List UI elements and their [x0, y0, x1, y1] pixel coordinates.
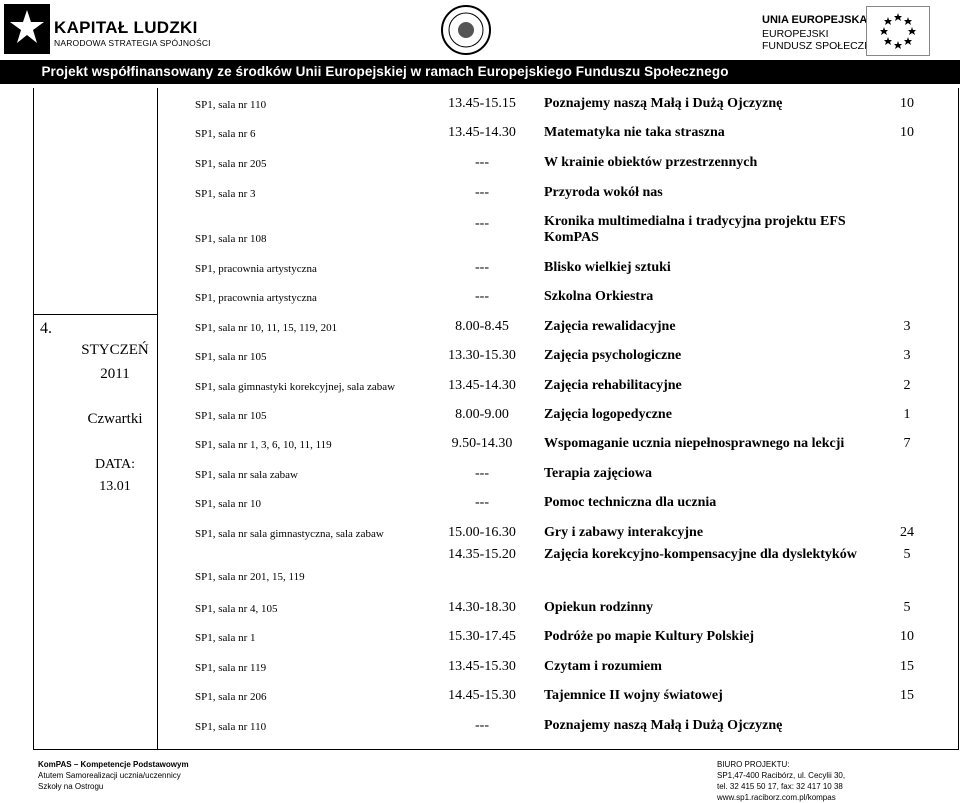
room-cell: SP1, sala nr 1, 3, 6, 10, 11, 119 [195, 439, 332, 451]
participants-cell: 7 [903, 436, 911, 451]
eu-label-union: UNIA EUROPEJSKA [762, 14, 868, 26]
activity-cell: Kronika multimedialna i tradycyjna projektu EFS KomPAS [544, 214, 846, 245]
participants-cell: 5 [903, 600, 911, 615]
room-cell: SP1, sala nr 4, 105 [195, 603, 278, 615]
room-cell: SP1, sala nr 10, 11, 15, 119, 201 [195, 322, 338, 334]
footer-project-info [38, 759, 189, 792]
table-row [34, 378, 958, 398]
time-cell: 14.30-18.30 [448, 600, 516, 615]
table-row [34, 260, 958, 280]
table-row [34, 436, 958, 456]
time-cell: --- [475, 495, 489, 510]
kapital-ludzki-logo [4, 4, 50, 54]
activity-cell: Czytam i rozumiem [544, 659, 662, 674]
room-cell: SP1, sala nr 110 [195, 721, 267, 733]
room-cell: SP1, sala nr 10 [195, 498, 261, 510]
time-cell: 8.00-9.00 [455, 407, 509, 422]
footer-project-line-2: Atutem Samorealizacji ucznia/uczennicy [38, 771, 181, 780]
footer-office-info [717, 759, 845, 803]
table-row [34, 214, 958, 245]
room-cell: SP1, sala nr sala gimnastyczna, sala zabaw [195, 528, 384, 540]
activity-cell: Zajęcia rehabilitacyjne [544, 378, 682, 393]
kapital-ludzki-subtitle: NARODOWA STRATEGIA SPÓJNOŚCI [54, 38, 211, 48]
room-cell: SP1, sala nr 108 [195, 233, 267, 245]
room-cell: SP1, sala nr sala zabaw [195, 469, 298, 481]
room-cell: SP1, sala nr 206 [195, 691, 267, 703]
room-cell: SP1, pracownia artystyczna [195, 292, 317, 304]
activity-cell: Zajęcia korekcyjno-kompensacyjne dla dyslektyków [544, 547, 857, 562]
table-row [34, 629, 958, 649]
participants-cell: 10 [900, 629, 914, 644]
date-caption: DATA: [94, 457, 136, 472]
time-cell: 13.30-15.30 [448, 348, 516, 363]
table-row [34, 125, 958, 145]
table-row [34, 289, 958, 309]
school-seal-icon [440, 4, 492, 56]
activity-cell: Zajęcia logopedyczne [544, 407, 672, 422]
time-cell: --- [475, 718, 489, 733]
room-cell: SP1, sala nr 105 [195, 351, 267, 363]
table-row [34, 600, 958, 620]
footer-project-line-1: KomPAS – Kompetencje Podstawowym [38, 760, 189, 769]
footer-office-line-4: www.sp1.raciborz.com.pl/kompas [717, 793, 836, 802]
activity-cell: Szkolna Orkiestra [544, 289, 654, 304]
row-divider [34, 314, 157, 315]
participants-cell: 10 [900, 125, 914, 140]
activity-cell: Poznajemy naszą Małą i Dużą Ojczyznę [544, 96, 783, 111]
activity-cell: Tajemnice II wojny światowej [544, 688, 723, 703]
footer-office-line-2: SP1,47-400 Racibórz, ul. Cecylii 30, [717, 771, 846, 780]
eu-label-fund-2: FUNDUSZ SPOŁECZNY [762, 40, 879, 52]
page-header [0, 0, 960, 88]
participants-cell: 3 [903, 348, 911, 363]
room-cell: SP1, pracownia artystyczna [195, 263, 317, 275]
day-label: Czwartki [87, 411, 143, 427]
participants-cell: 5 [903, 547, 911, 562]
room-cell: SP1, sala nr 1 [195, 632, 256, 644]
table-row [34, 407, 958, 427]
footer-office-line-1: BIURO PROJEKTU: [717, 760, 790, 769]
room-cell: SP1, sala nr 119 [195, 662, 267, 674]
table-row [34, 466, 958, 486]
table-row [34, 547, 958, 583]
activity-cell: Zajęcia psychologiczne [544, 348, 682, 363]
room-cell: SP1, sala nr 201, 15, 119 [195, 571, 305, 583]
table-row [34, 185, 958, 205]
activity-cell: Terapia zajęciowa [544, 466, 652, 481]
row-number: 4. [40, 320, 52, 337]
time-cell: 8.00-8.45 [455, 319, 509, 334]
activity-cell: Przyroda wokół nas [544, 185, 663, 200]
participants-cell: 1 [903, 407, 911, 422]
time-cell: --- [475, 216, 489, 231]
participants-cell: 24 [900, 525, 914, 540]
month-label: STYCZEŃ [81, 342, 149, 358]
time-cell: 13.45-14.30 [448, 378, 516, 393]
activity-cell: Poznajemy naszą Małą i Dużą Ojczyznę [544, 718, 783, 733]
time-cell: 15.00-16.30 [448, 525, 516, 540]
room-cell: SP1, sala nr 105 [195, 410, 267, 422]
participants-cell: 10 [900, 96, 914, 111]
eu-label-fund-1: EUROPEJSKI [762, 28, 829, 40]
activity-cell: Matematyka nie taka straszna [544, 125, 725, 140]
year-label: 2011 [100, 366, 130, 382]
room-cell: SP1, sala nr 3 [195, 188, 256, 200]
activity-cell: Podróże po mapie Kultury Polskiej [544, 629, 754, 644]
table-row [34, 495, 958, 515]
footer-office-line-3: tel. 32 415 50 17, fax: 32 417 10 38 [717, 782, 843, 791]
footer-project-line-3: Szkoły na Ostrogu [38, 782, 104, 791]
table-row [34, 525, 958, 545]
table-row [34, 718, 958, 738]
activity-cell: W krainie obiektów przestrzennych [544, 155, 758, 170]
participants-cell: 3 [903, 319, 911, 334]
activity-cell: Zajęcia rewalidacyjne [544, 319, 676, 334]
room-cell: SP1, sala nr 205 [195, 158, 267, 170]
room-cell: SP1, sala nr 6 [195, 128, 256, 140]
time-cell: 13.45-15.30 [448, 659, 516, 674]
table-row [34, 348, 958, 368]
time-cell: --- [475, 185, 489, 200]
table-row [34, 688, 958, 708]
participants-cell: 15 [900, 659, 914, 674]
time-cell: 13.45-15.15 [448, 96, 516, 111]
activity-cell: Wspomaganie ucznia niepełnosprawnego na lekcji [544, 436, 845, 451]
project-banner-text: Projekt współfinansowany ze środków Unii Europejskiej w ramach Europejskiego Funduszu Społecznego [41, 64, 729, 79]
table-row [34, 96, 958, 116]
project-banner [0, 60, 960, 84]
time-cell: 14.35-15.20 [448, 547, 516, 562]
room-cell: SP1, sala gimnastyki korekcyjnej, sala zabaw [195, 381, 396, 393]
schedule-table [33, 88, 959, 750]
time-cell: 15.30-17.45 [448, 629, 516, 644]
kapital-ludzki-title: KAPITAŁ LUDZKI [54, 18, 198, 37]
activity-cell: Blisko wielkiej sztuki [544, 260, 671, 275]
table-row [34, 155, 958, 175]
time-cell: --- [475, 260, 489, 275]
eu-flag-icon [866, 6, 930, 56]
time-cell: 13.45-14.30 [448, 125, 516, 140]
activity-cell: Opiekun rodzinny [544, 600, 654, 615]
activity-cell: Gry i zabawy interakcyjne [544, 525, 704, 540]
participants-cell: 15 [900, 688, 914, 703]
page-footer [0, 752, 960, 802]
time-cell: --- [475, 155, 489, 170]
table-row [34, 319, 958, 339]
date-value: 13.01 [99, 479, 131, 494]
time-cell: --- [475, 466, 489, 481]
time-cell: 9.50-14.30 [451, 436, 513, 451]
table-row [34, 659, 958, 679]
activity-cell: Pomoc techniczna dla ucznia [544, 495, 717, 510]
participants-cell: 2 [903, 378, 911, 393]
time-cell: --- [475, 289, 489, 304]
time-cell: 14.45-15.30 [448, 688, 516, 703]
room-cell: SP1, sala nr 110 [195, 99, 267, 111]
